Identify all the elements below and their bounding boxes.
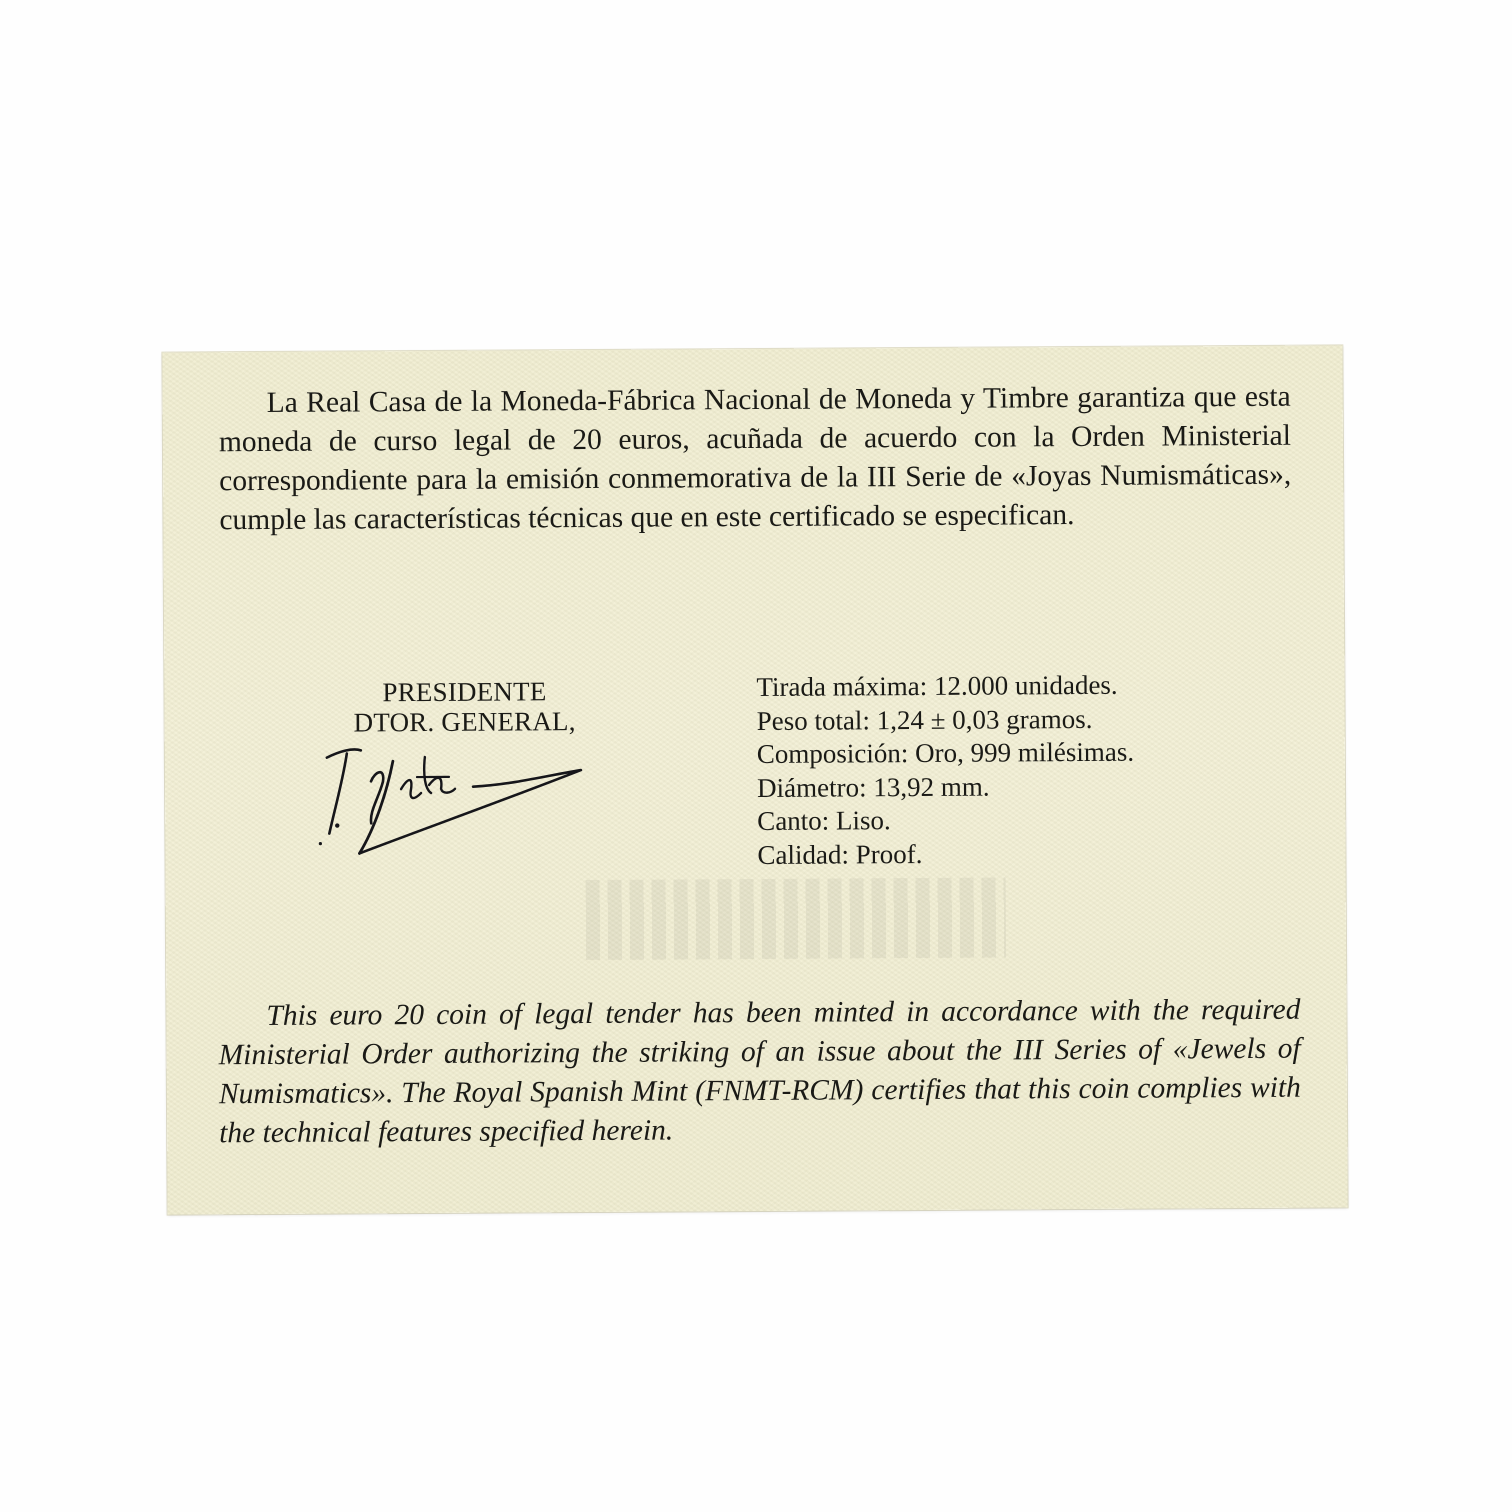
english-certification-text: This euro 20 coin of legal tender has been minted in accordance with the required Ministerial Order authorizing the striking of an issue about the III Series of «Jewels of Numismatics». The Royal Spanish Mint (FNMT-RCM) certifies that this coin complies with the technical features specified herein. [218, 993, 1301, 1150]
spec-composition: Composición: Oro, 999 milésimas. [756, 736, 1135, 769]
certificate-card [162, 345, 1347, 1214]
spec-edge: Canto: Liso. [757, 805, 891, 836]
spec-quality: Calidad: Proof. [757, 838, 923, 870]
signatory-title-director: DTOR. GENERAL, [353, 706, 576, 738]
spec-diameter: Diámetro: 13,92 mm. [756, 771, 990, 803]
spec-weight: Peso total: 1,24 ± 0,03 gramos. [756, 703, 1093, 736]
signatory-block [314, 676, 614, 738]
faint-reverse-print [586, 877, 1006, 960]
handwritten-signature [313, 740, 604, 862]
spec-mintage: Tirada máxima: 12.000 unidades. [756, 669, 1118, 702]
signatory-title-president: PRESIDENTE [382, 676, 547, 708]
spanish-guarantee-text: La Real Casa de la Moneda-Fábrica Nacional de Moneda y Timbre garantiza que esta moneda de curso legal de 20 euros, acuñada de acuerdo con la Orden Ministerial correspondiente para la emisión conmemorativa de la III Serie de «Joyas Numismáticas», cumple las características técnicas que en este certificado se especifican. [218, 380, 1292, 537]
technical-specs-list [756, 669, 1134, 872]
